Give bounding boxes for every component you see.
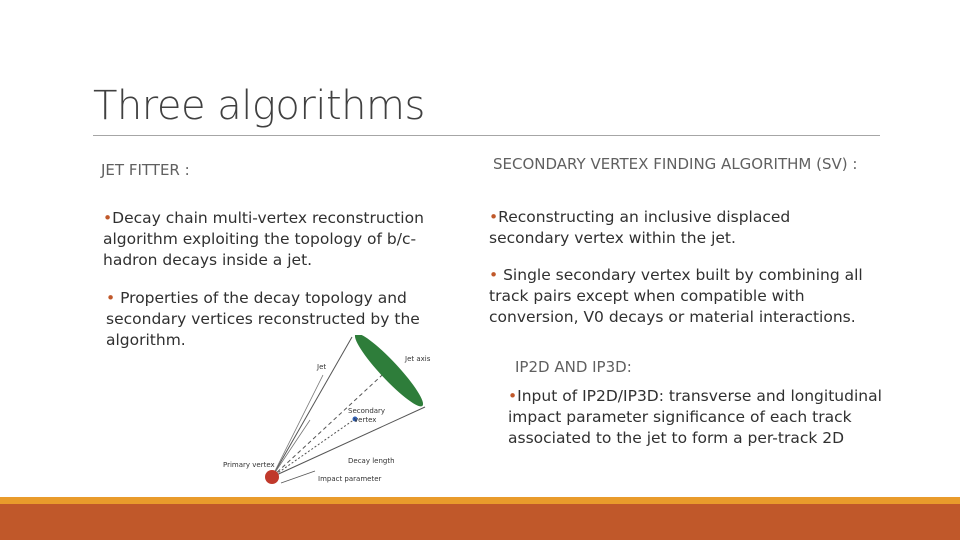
impact-parameter-line: [281, 471, 315, 483]
bullet-icon: •: [508, 387, 518, 405]
secondary-vertex-label-2: vertex: [354, 416, 377, 424]
jet-fitter-bullet-1-text: Decay chain multi-vertex reconstruction algorithm exploiting the topology of b/c-hadron decays inside a jet.: [103, 209, 424, 269]
jet-cone-left-line: [272, 337, 352, 477]
title-divider: [93, 135, 880, 136]
track-line: [272, 375, 323, 477]
sv-heading: SECONDARY VERTEX FINDING ALGORITHM (SV) :: [493, 155, 858, 173]
decay-length-label: Decay length: [348, 457, 395, 465]
ip-bullet: [508, 386, 890, 449]
jet-fitter-bullet-2-text: Properties of the decay topology and secondary vertices reconstructed by the algorithm.: [106, 289, 420, 349]
footer-accent-stripe: [0, 497, 960, 504]
sv-bullet-2-text: Single secondary vertex built by combining all track pairs except when compatible with conversion, V0 decays or material interactions.: [489, 266, 863, 326]
primary-vertex-label: Primary vertex: [223, 461, 275, 469]
jet-axis-label: Jet axis: [405, 355, 431, 363]
sv-bullet-1-text: Reconstructing an inclusive displaced secondary vertex within the jet.: [489, 208, 791, 247]
jet-fitter-bullet-1: [103, 208, 448, 271]
bullet-icon: •: [106, 289, 116, 307]
jet-label: Jet: [317, 363, 327, 371]
decay-length-line: [272, 419, 355, 477]
jet-vertex-diagram: [215, 335, 445, 495]
bullet-icon: •: [489, 266, 499, 284]
sv-bullet-2: [489, 265, 884, 328]
ip-bullet-text: Input of IP2D/IP3D: transverse and longitudinal impact parameter significance of each track associated to the jet to form a per-track 2D: [508, 387, 882, 447]
impact-parameter-label: Impact parameter: [318, 475, 382, 483]
bullet-icon: •: [489, 208, 499, 226]
primary-vertex-dot: [265, 470, 279, 484]
secondary-vertex-label-1: Secondary: [348, 407, 386, 415]
jet-ellipse: [349, 335, 429, 412]
jet-fitter-heading: JET FITTER :: [101, 161, 190, 179]
sv-bullet-1: [489, 207, 819, 249]
bullet-icon: •: [103, 209, 113, 227]
ip-heading: IP2D AND IP3D:: [515, 358, 632, 376]
slide-title: Three algorithms: [93, 83, 425, 129]
footer-bar: [0, 504, 960, 540]
